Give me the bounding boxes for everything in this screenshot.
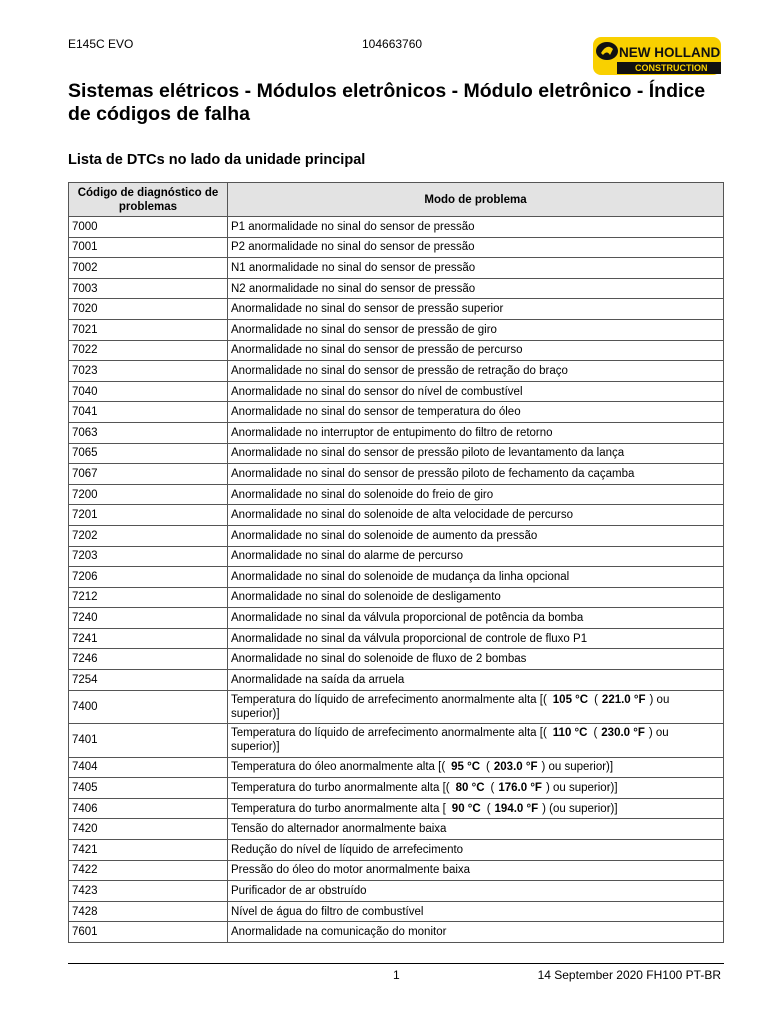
temp-fahrenheit: 203.0 °F [493, 761, 538, 774]
col-header-mode: Modo de problema [228, 183, 724, 217]
dtc-code: 7206 [69, 567, 228, 588]
dtc-table [68, 182, 724, 943]
desc-suffix: ) ou superior)] [231, 727, 669, 754]
brand-line1: NEW HOLLAND [619, 45, 721, 60]
dtc-description: Anormalidade na comunicação do monitor [228, 922, 724, 943]
temp-fahrenheit: 221.0 °F [601, 693, 646, 706]
dtc-code: 7601 [69, 922, 228, 943]
dtc-description: Temperatura do turbo anormalmente alta [ 90 °C ( 194.0 °F ) (ou superior)] [228, 798, 724, 819]
dtc-code: 7404 [69, 757, 228, 778]
dtc-description: Nível de água do filtro de combustível [228, 901, 724, 922]
dtc-code: 7406 [69, 798, 228, 819]
dtc-description: Temperatura do líquido de arrefecimento anormalmente alta [( 105 °C ( 221.0 °F ) ou superior)] [228, 690, 724, 724]
dtc-description: Anormalidade no sinal do sensor do nível de combustível [228, 381, 724, 402]
dtc-description: Anormalidade no sinal do solenoide de desligamento [228, 587, 724, 608]
dtc-code: 7200 [69, 484, 228, 505]
desc-prefix: Temperatura do óleo anormalmente alta [( [231, 761, 446, 774]
header-doc-number: 104663760 [362, 37, 423, 51]
dtc-code: 7428 [69, 901, 228, 922]
table-row [69, 567, 724, 588]
table-row [69, 798, 724, 819]
dtc-description: Anormalidade no sinal do sensor de pressão superior [228, 299, 724, 320]
dtc-code: 7240 [69, 608, 228, 629]
dtc-code: 7405 [69, 778, 228, 799]
dtc-description: Redução do nível de líquido de arrefecimento [228, 840, 724, 861]
dtc-code: 7002 [69, 258, 228, 279]
dtc-code: 7023 [69, 361, 228, 382]
desc-suffix: ) ou superior)] [231, 693, 670, 720]
dtc-code: 7422 [69, 860, 228, 881]
dtc-code: 7400 [69, 690, 228, 724]
desc-prefix: Temperatura do líquido de arrefecimento anormalmente alta [( [231, 727, 547, 740]
table-row [69, 299, 724, 320]
dtc-code: 7063 [69, 422, 228, 443]
table-row [69, 901, 724, 922]
dtc-description: Temperatura do líquido de arrefecimento anormalmente alta [( 110 °C ( 230.0 °F ) ou superior)] [228, 724, 724, 758]
table-row [69, 881, 724, 902]
dtc-code: 7241 [69, 628, 228, 649]
table-row [69, 319, 724, 340]
desc-prefix: Temperatura do turbo anormalmente alta [ [231, 802, 446, 815]
dtc-description: Anormalidade no sinal do sensor de pressão de percurso [228, 340, 724, 361]
dtc-description: Anormalidade no sinal do solenoide de alta velocidade de percurso [228, 505, 724, 526]
dtc-description: Anormalidade no sinal do solenoide de aumento da pressão [228, 525, 724, 546]
table-row [69, 757, 724, 778]
table-row [69, 464, 724, 485]
dtc-description: Anormalidade no sinal do solenoide do freio de giro [228, 484, 724, 505]
table-row [69, 217, 724, 238]
dtc-code: 7021 [69, 319, 228, 340]
dtc-code: 7401 [69, 724, 228, 758]
desc-suffix: ) (ou superior)] [542, 802, 618, 815]
temp-celsius: 80 °C [455, 782, 485, 795]
page-title: Sistemas elétricos - Módulos eletrônicos - Módulo eletrônico - Índice de códigos de falha [68, 80, 706, 125]
table-row [69, 340, 724, 361]
table-row [69, 922, 724, 943]
dtc-code: 7001 [69, 237, 228, 258]
desc-prefix: Temperatura do turbo anormalmente alta [( [231, 782, 450, 795]
dtc-code: 7420 [69, 819, 228, 840]
dtc-description: N1 anormalidade no sinal do sensor de pressão [228, 258, 724, 279]
dtc-code: 7254 [69, 670, 228, 691]
dtc-description: Pressão do óleo do motor anormalmente baixa [228, 860, 724, 881]
table-row [69, 525, 724, 546]
table-row [69, 381, 724, 402]
table-row [69, 361, 724, 382]
temp-celsius: 95 °C [451, 761, 481, 774]
dtc-description: Anormalidade no sinal do solenoide de fluxo de 2 bombas [228, 649, 724, 670]
dtc-table-body [69, 217, 724, 943]
dtc-description: Anormalidade no sinal do sensor de temperatura do óleo [228, 402, 724, 423]
dtc-code: 7423 [69, 881, 228, 902]
table-row [69, 422, 724, 443]
dtc-description: Anormalidade no sinal da válvula proporcional de controle de fluxo P1 [228, 628, 724, 649]
temp-fahrenheit: 230.0 °F [601, 727, 645, 740]
dtc-code: 7067 [69, 464, 228, 485]
footer-date: 14 September 2020 FH100 PT-BR [537, 968, 721, 982]
dtc-description: P2 anormalidade no sinal do sensor de pressão [228, 237, 724, 258]
dtc-description: Tensão do alternador anormalmente baixa [228, 819, 724, 840]
temp-fahrenheit: 194.0 °F [494, 802, 539, 815]
dtc-description: Anormalidade no sinal do solenoide de mudança da linha opcional [228, 567, 724, 588]
table-row [69, 670, 724, 691]
dtc-code: 7201 [69, 505, 228, 526]
dtc-code: 7040 [69, 381, 228, 402]
dtc-description: Temperatura do óleo anormalmente alta [( 95 °C ( 203.0 °F ) ou superior)] [228, 757, 724, 778]
dtc-code: 7246 [69, 649, 228, 670]
table-row [69, 402, 724, 423]
table-row [69, 778, 724, 799]
dtc-code: 7202 [69, 525, 228, 546]
table-header-row [69, 183, 724, 217]
dtc-description: N2 anormalidade no sinal do sensor de pressão [228, 278, 724, 299]
dtc-code: 7421 [69, 840, 228, 861]
page-number: 1 [393, 968, 400, 982]
table-row [69, 443, 724, 464]
table-row [69, 690, 724, 724]
dtc-code: 7041 [69, 402, 228, 423]
col-header-code: Código de diagnóstico de problemas [69, 183, 228, 217]
table-row [69, 819, 724, 840]
table-row [69, 505, 724, 526]
brand-logo [593, 37, 721, 75]
dtc-code: 7020 [69, 299, 228, 320]
temp-fahrenheit: 176.0 °F [498, 782, 542, 795]
dtc-description: Anormalidade no sinal do sensor de pressão de giro [228, 319, 724, 340]
desc-suffix: ) ou superior)] [541, 761, 614, 774]
desc-suffix: ) ou superior)] [545, 782, 618, 795]
temp-celsius: 105 °C [552, 693, 589, 706]
table-row [69, 546, 724, 567]
dtc-description: Anormalidade na saída da arruela [228, 670, 724, 691]
dtc-code: 7212 [69, 587, 228, 608]
section-subtitle: Lista de DTCs no lado da unidade principal [68, 152, 366, 168]
dtc-description: P1 anormalidade no sinal do sensor de pressão [228, 217, 724, 238]
dtc-description: Anormalidade no sinal do sensor de pressão piloto de fechamento da caçamba [228, 464, 724, 485]
dtc-code: 7022 [69, 340, 228, 361]
table-row [69, 278, 724, 299]
desc-prefix: Temperatura do líquido de arrefecimento anormalmente alta [( [231, 693, 547, 706]
dtc-description: Purificador de ar obstruído [228, 881, 724, 902]
table-row [69, 840, 724, 861]
table-row [69, 587, 724, 608]
table-row [69, 608, 724, 629]
dtc-code: 7065 [69, 443, 228, 464]
temp-celsius: 90 °C [451, 802, 481, 815]
dtc-description: Temperatura do turbo anormalmente alta [( 80 °C ( 176.0 °F ) ou superior)] [228, 778, 724, 799]
table-row [69, 237, 724, 258]
dtc-description: Anormalidade no sinal da válvula proporcional de potência da bomba [228, 608, 724, 629]
footer-divider [68, 963, 724, 964]
temp-celsius: 110 °C [552, 727, 588, 740]
dtc-code: 7203 [69, 546, 228, 567]
dtc-code: 7003 [69, 278, 228, 299]
table-row [69, 724, 724, 758]
dtc-description: Anormalidade no sinal do alarme de percurso [228, 546, 724, 567]
dtc-code: 7000 [69, 217, 228, 238]
table-row [69, 628, 724, 649]
dtc-description: Anormalidade no sinal do sensor de pressão de retração do braço [228, 361, 724, 382]
table-row [69, 258, 724, 279]
table-row [69, 484, 724, 505]
table-row [69, 649, 724, 670]
header-model: E145C EVO [68, 37, 134, 51]
brand-line2: CONSTRUCTION [635, 63, 708, 73]
dtc-description: Anormalidade no interruptor de entupimento do filtro de retorno [228, 422, 724, 443]
dtc-description: Anormalidade no sinal do sensor de pressão piloto de levantamento da lança [228, 443, 724, 464]
table-row [69, 860, 724, 881]
